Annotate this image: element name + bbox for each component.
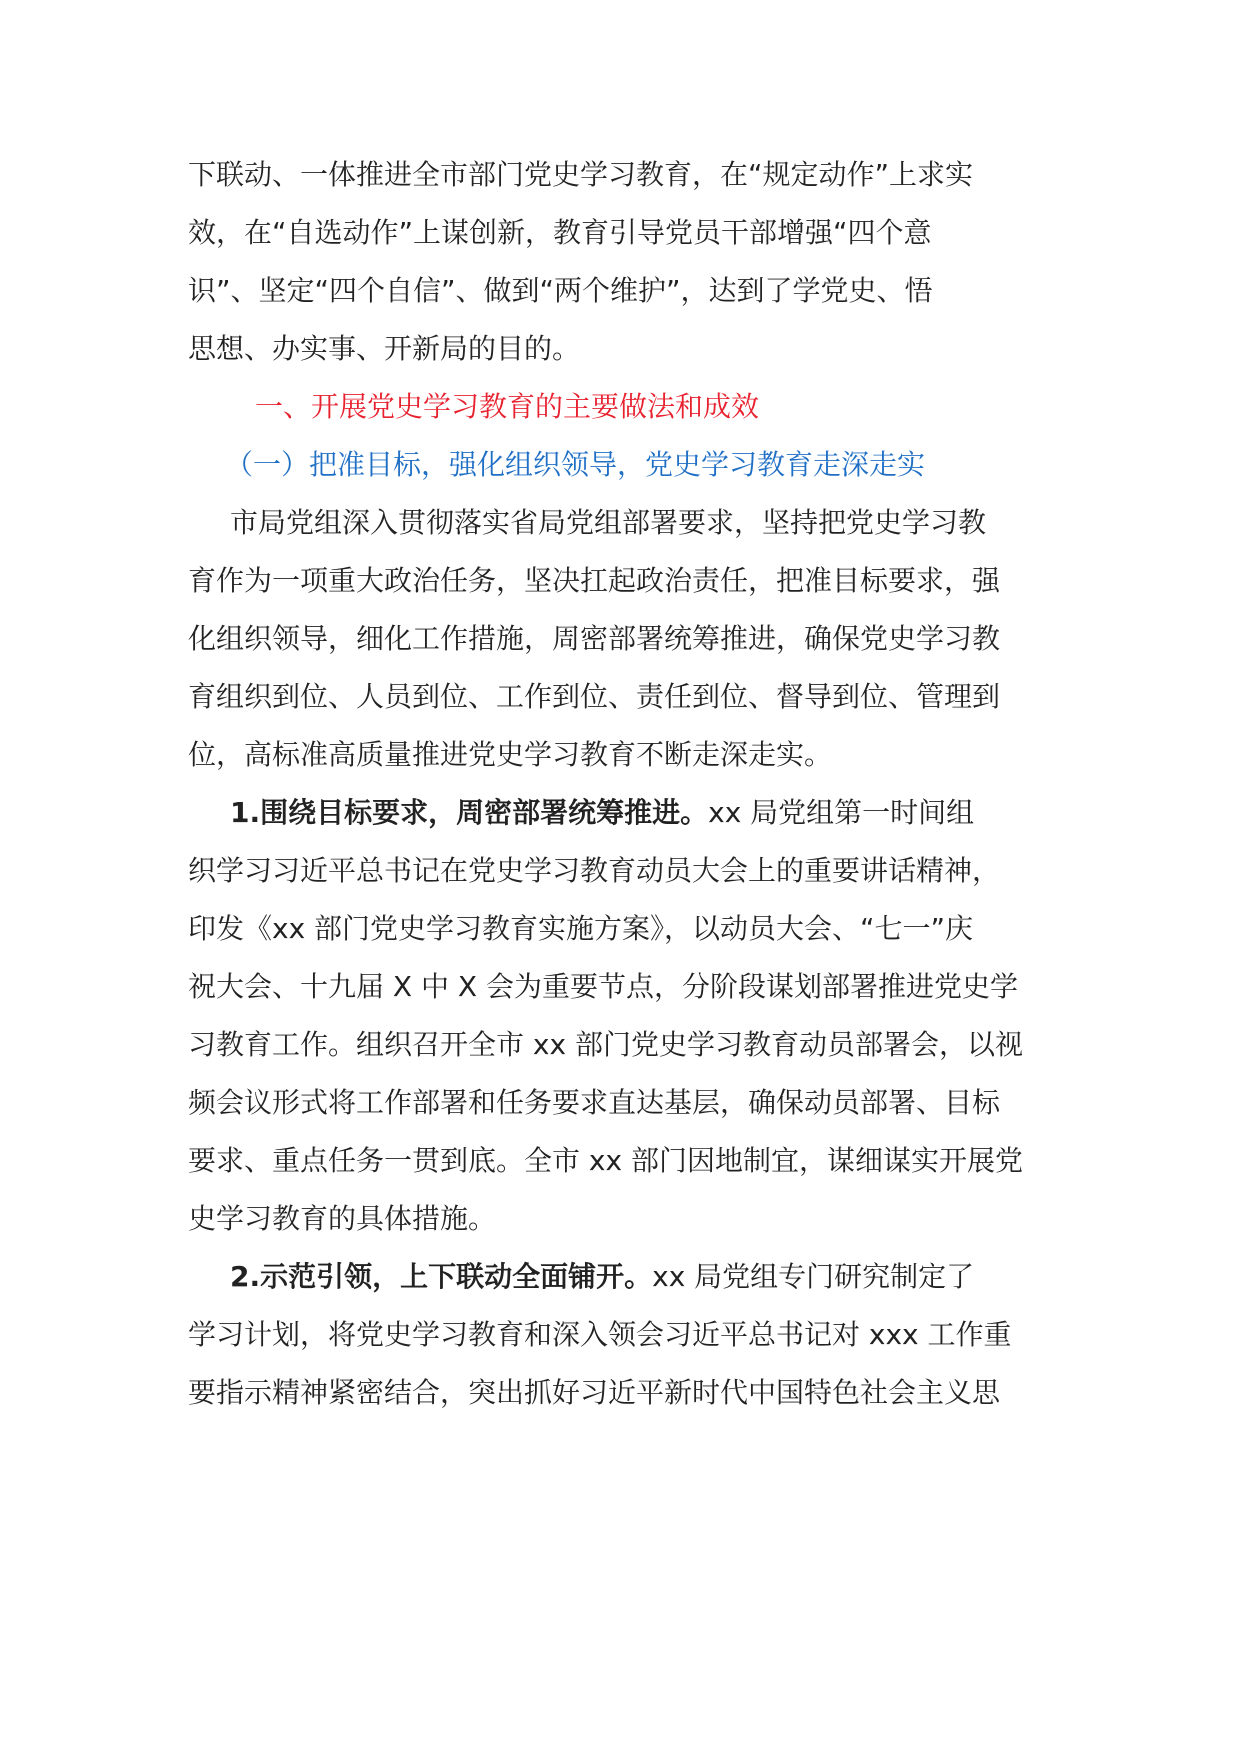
paragraph-line: 习教育工作。组织召开全市 xx 部门党史学习教育动员部署会，以视	[188, 1028, 1023, 1061]
item-1-text: xx 局党组第一时间组	[708, 796, 975, 829]
subsection-heading: （一）把准目标，强化组织领导，党史学习教育走深走实	[225, 448, 926, 481]
paragraph-line: 祝大会、十九届 X 中 X 会为重要节点，分阶段谋划部署推进党史学	[188, 970, 1018, 1003]
paragraph-line: 育作为一项重大政治任务，坚决扛起政治责任，把准目标要求，强	[188, 564, 1001, 597]
paragraph-line: 史学习教育的具体措施。	[188, 1202, 497, 1235]
item-2-first-line	[230, 1257, 974, 1297]
paragraph-line: 印发《xx 部门党史学习教育实施方案》，以动员大会、“七一”庆	[188, 912, 974, 945]
item-1-first-line	[230, 793, 974, 833]
paragraph-line: 要求、重点任务一贯到底。全市 xx 部门因地制宜，谋细谋实开展党	[188, 1144, 1023, 1177]
paragraph-line: 育组织到位、人员到位、工作到位、责任到位、督导到位、管理到	[188, 680, 1001, 713]
body-text-line: 效，在“自选动作”上谋创新，教育引导党员干部增强“四个意	[188, 216, 932, 249]
item-1-title: 1.围绕目标要求，周密部署统筹推进。	[230, 796, 709, 829]
section-heading: 一、开展党史学习教育的主要做法和成效	[255, 390, 760, 423]
paragraph-line: 化组织领导，细化工作措施，周密部署统筹推进，确保党史学习教	[188, 622, 1001, 655]
paragraph-line: 织学习习近平总书记在党史学习教育动员大会上的重要讲话精神，	[188, 854, 1001, 887]
paragraph-line: 要指示精神紧密结合，突出抓好习近平新时代中国特色社会主义思	[188, 1376, 1001, 1409]
body-text-line: 识”、坚定“四个自信”、做到“两个维护”，达到了学党史、悟	[188, 274, 933, 307]
body-text-line: 思想、办实事、开新局的目的。	[188, 332, 581, 365]
paragraph-line: 位，高标准高质量推进党史学习教育不断走深走实。	[188, 738, 833, 771]
item-2-text: xx 局党组专门研究制定了	[652, 1260, 975, 1293]
body-text-line: 下联动、一体推进全市部门党史学习教育，在“规定动作”上求实	[188, 158, 974, 191]
paragraph-line: 频会议形式将工作部署和任务要求直达基层，确保动员部署、目标	[188, 1086, 1001, 1119]
paragraph-line: 学习计划，将党史学习教育和深入领会习近平总书记对 xxx 工作重	[188, 1318, 1012, 1351]
paragraph-line: 市局党组深入贯彻落实省局党组部署要求，坚持把党史学习教	[230, 506, 987, 539]
item-2-title: 2.示范引领，上下联动全面铺开。	[230, 1260, 653, 1293]
